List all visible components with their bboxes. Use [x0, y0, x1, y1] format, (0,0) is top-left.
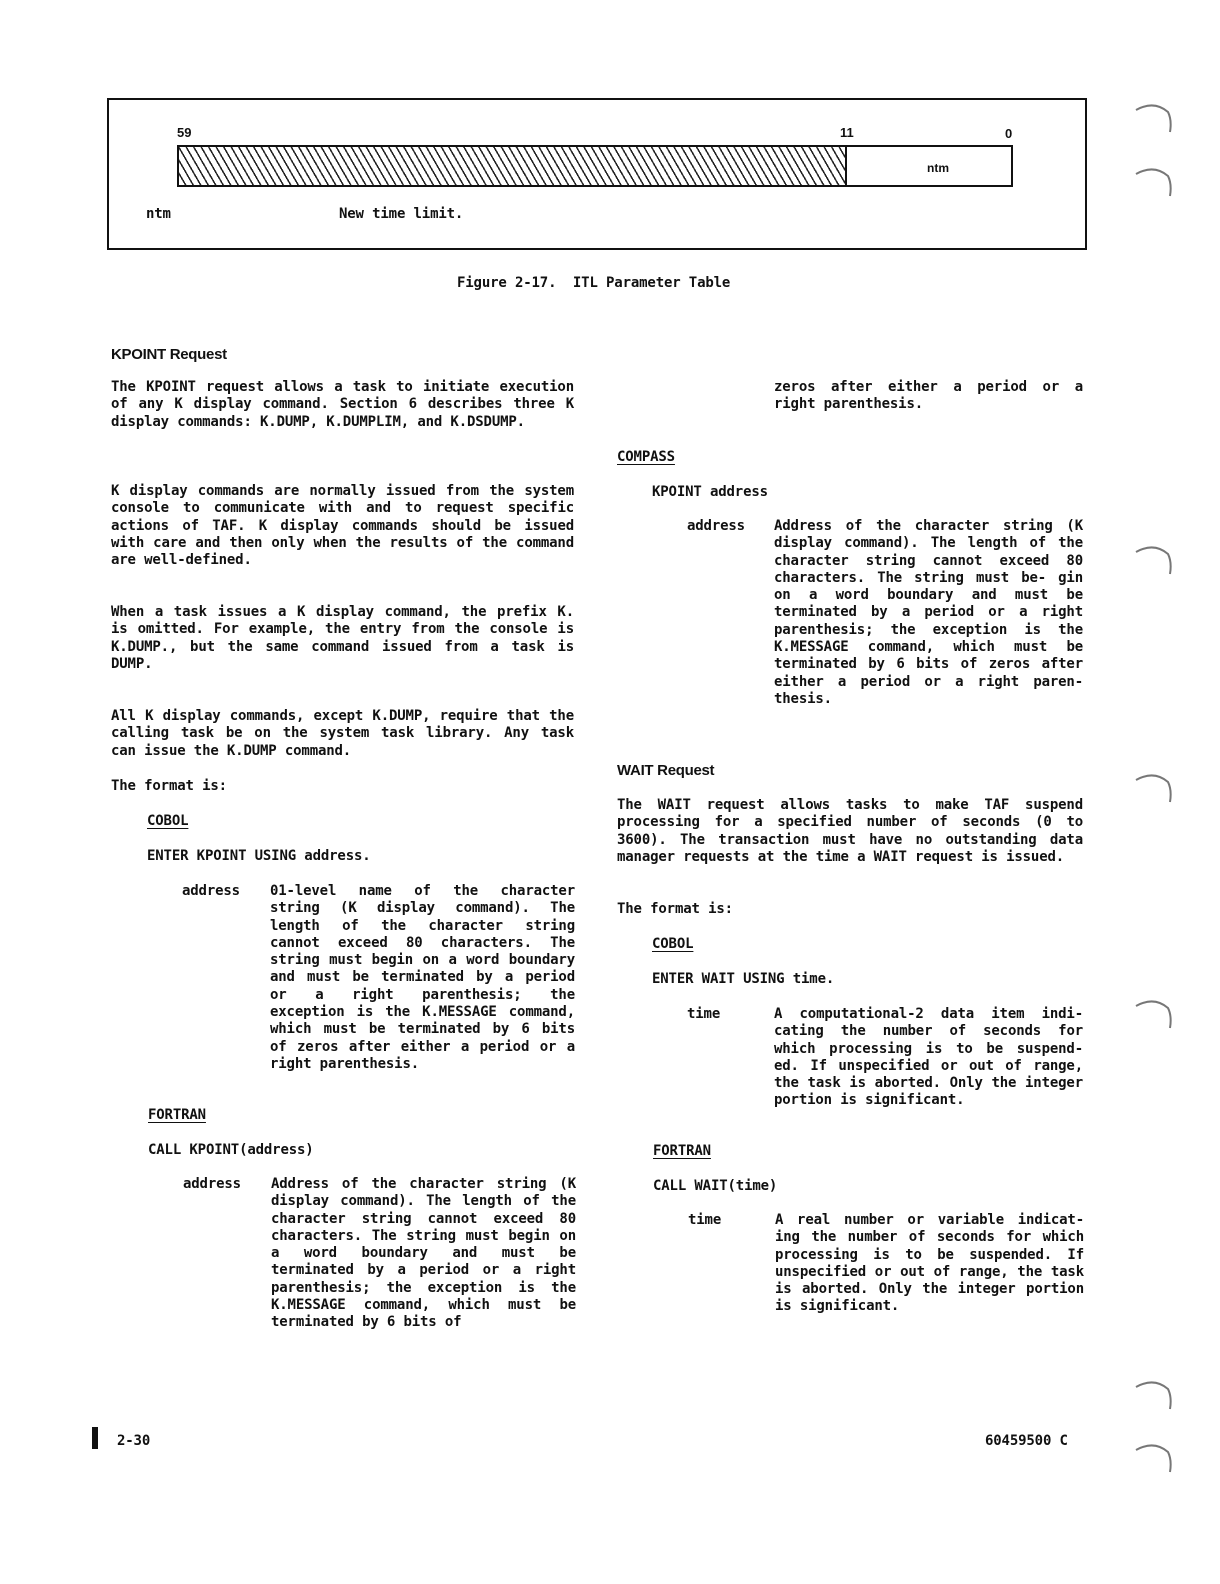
- binder-hole-mark: [1132, 994, 1172, 1038]
- fortran-param-term: address: [183, 1176, 241, 1192]
- wait-fortran-statement: CALL WAIT(time): [653, 1178, 778, 1194]
- binder-hole-mark: [1132, 1438, 1172, 1482]
- wait-cobol-label: COBOL: [652, 936, 694, 952]
- binder-hole-mark: [1132, 162, 1172, 206]
- cobol-label: COBOL: [147, 813, 189, 829]
- compass-statement: KPOINT address: [652, 484, 768, 500]
- wait-fortran-label: FORTRAN: [653, 1143, 711, 1159]
- bit-label-11: 11: [840, 125, 854, 140]
- kpoint-paragraph-4: All K display commands, except K.DUMP, require that the calling task be on the system task library. Any task can issue the K.DUMP command.: [111, 708, 574, 759]
- compass-param-term: address: [687, 518, 745, 534]
- page-number: 2-30: [117, 1433, 151, 1449]
- wait-cobol-param-term: time: [687, 1006, 721, 1022]
- wait-cobol-statement: ENTER WAIT USING time.: [652, 971, 835, 987]
- kpoint-intro-paragraph: The KPOINT request allows a task to initiate execution of any K display command. Section 6 describes three K display commands: K.DUMP, K.DUMPLIM, and K.DSDUMP.: [111, 379, 574, 430]
- compass-param-definition: Address of the character string (K display command). The length of the character string cannot exceed 80 characters. The string must be- gin on a word boundary and must be terminated by a period or a right parenthesis; the exception is the K.MESSAGE command, which must be terminated by 6 bits of zeros after either a period or a right paren- thesis.: [774, 518, 1083, 707]
- kpoint-heading: KPOINT Request: [111, 346, 227, 363]
- cobol-param-term: address: [182, 883, 240, 899]
- wait-heading: WAIT Request: [617, 762, 715, 779]
- change-bar: [92, 1427, 98, 1449]
- wait-intro-paragraph: The WAIT request allows tasks to make TAF suspend processing for a specified number of seconds (0 to 3600). The transaction must have no outstanding data manager requests at the time a WAIT request is issued.: [617, 797, 1083, 865]
- binder-hole-mark: [1132, 540, 1172, 584]
- wait-cobol-param-definition: A computational-2 data item indi- cating the number of seconds for which processing is to be suspend- ed. If unspecified or out of range, the task is aborted. Only the integer portion is significant.: [774, 1006, 1083, 1109]
- compass-label: COMPASS: [617, 449, 675, 465]
- binder-hole-mark: [1132, 1375, 1172, 1419]
- fortran-label: FORTRAN: [148, 1107, 206, 1123]
- figure-caption: Figure 2-17. ITL Parameter Table: [457, 275, 731, 291]
- format-label: The format is:: [111, 778, 227, 794]
- legend-term: ntm: [146, 206, 171, 222]
- bit-label-59: 59: [177, 125, 192, 140]
- fortran-statement: CALL KPOINT(address): [148, 1142, 314, 1158]
- field-ntm: ntm: [927, 161, 949, 175]
- legend-definition: New time limit.: [339, 206, 464, 222]
- bit-label-0: 0: [1005, 126, 1013, 141]
- continued-definition: zeros after either a period or a right parenthesis.: [774, 379, 1083, 413]
- wait-fortran-param-term: time: [688, 1212, 722, 1228]
- kpoint-paragraph-3: When a task issues a K display command, the prefix K. is omitted. For example, the entry from the console is K.DUMP., but the same command issued from a task is DUMP.: [111, 604, 574, 672]
- cobol-statement: ENTER KPOINT USING address.: [147, 848, 371, 864]
- word-diagram: [177, 145, 1013, 187]
- binder-hole-mark: [1132, 768, 1172, 812]
- document-number: 60459500 C: [985, 1433, 1068, 1449]
- kpoint-paragraph-2: K display commands are normally issued from the system console to communicate with and to request specific actions of TAF. K display commands should be issued with care and then only when the results of the command are well-defined.: [111, 483, 574, 569]
- wait-format-label: The format is:: [617, 901, 733, 917]
- unused-bits-hatch: [179, 147, 847, 185]
- fortran-param-definition: Address of the character string (K display command). The length of the character string cannot exceed 80 characters. The string must begin on a word boundary and must be terminated by a period or a right parenthesis; the exception is the K.MESSAGE command, which must be terminated by 6 bits of: [271, 1176, 576, 1331]
- binder-hole-mark: [1132, 98, 1172, 142]
- cobol-param-definition: 01-level name of the character string (K display command). The length of the character string cannot exceed 80 characters. The string must begin on a word boundary and must be terminated by a period or a right parenthesis; the exception is the K.MESSAGE command, which must be terminated by 6 bits of zeros after either a period or a right parenthesis.: [270, 883, 575, 1072]
- wait-fortran-param-definition: A real number or variable indicat- ing the number of seconds for which processing is to be suspended. If unspecified or out of range, the task is aborted. Only the integer portion is significant.: [775, 1212, 1084, 1315]
